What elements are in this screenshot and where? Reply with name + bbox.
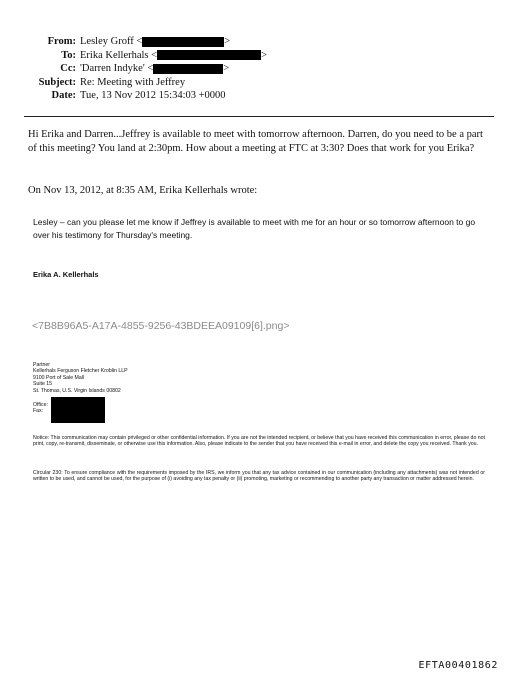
reply-message: Hi Erika and Darren...Jeffrey is available to meet with tomorrow afternoon. Darren, do you need to be a part of this meeting? You land at 2:30pm. How about a meeting at FTC at 3:30? Does that work for you Erika? bbox=[28, 129, 483, 154]
cc-text: 'Darren Indyke' < bbox=[80, 63, 154, 74]
redaction-block bbox=[157, 50, 261, 60]
from-value bbox=[80, 35, 230, 48]
cc-row bbox=[0, 62, 512, 76]
confidentiality-notice: Notice: This communication may contain privileged or other confidential information. If you are not the intended recipient, or believe that you have received this communication in error, please do not print, copy, re-transmit, disseminate, or otherwise use this information. Also, please indicate to the sender that you have received this e-mail in error, and delete the copy you received. Thank you. bbox=[33, 435, 485, 448]
signature-address bbox=[33, 362, 128, 394]
redaction-block bbox=[51, 397, 105, 423]
address-line: Kellerhals Ferguson Fletcher Kroblin LLP bbox=[33, 368, 128, 375]
address-line: Partner bbox=[33, 362, 51, 368]
from-close: > bbox=[224, 36, 231, 47]
office-label: Office: bbox=[33, 402, 48, 408]
email-header bbox=[0, 35, 512, 103]
quote-header: On Nov 13, 2012, at 8:35 AM, Erika Kellerhals wrote: bbox=[28, 185, 258, 196]
address-line: 9100 Port of Sale Mall bbox=[33, 374, 85, 381]
redaction-block bbox=[142, 37, 224, 47]
to-close: > bbox=[261, 49, 267, 61]
fax-label: Fax: bbox=[33, 408, 44, 415]
from-row bbox=[0, 35, 512, 49]
address-line: St. Thomas, U.S. Virgin Islands 00802 bbox=[33, 387, 121, 394]
date-row bbox=[0, 89, 512, 103]
circular-230-notice: Circular 230: To ensure compliance with the requirements imposed by the IRS, we inform you that any tax advice contained in our communication (including any attachments) was not intended or written to be used, and cannot be used, for the purpose of (i) avoiding any tax penalty or (ii) promoting, marketing or recommending to another party any transaction or matter addressed herein. bbox=[33, 470, 485, 483]
signature-name: Erika A. Kellerhals bbox=[33, 270, 99, 279]
to-row bbox=[0, 49, 512, 63]
subject-row bbox=[0, 76, 512, 90]
from-text: Lesley Groff < bbox=[80, 36, 143, 47]
document-id: EFTA00401862 bbox=[418, 660, 498, 671]
to-label: To: bbox=[61, 49, 76, 61]
to-text: Erika Kellerhals < bbox=[80, 49, 158, 61]
cc-value bbox=[80, 62, 229, 75]
subject-value: Re: Meeting with Jeffrey bbox=[80, 76, 186, 88]
header-divider bbox=[24, 116, 494, 117]
attachment-placeholder: <7B8B96A5-A17A-4855-9256-43BDEEA09109[6].png> bbox=[32, 320, 290, 332]
from-label: From: bbox=[47, 36, 76, 47]
subject-label: Subject: bbox=[38, 76, 76, 88]
cc-close: > bbox=[223, 63, 230, 74]
cc-label: Cc: bbox=[60, 63, 76, 74]
to-value bbox=[80, 49, 267, 62]
quoted-message: Lesley – can you please let me know if Jeffrey is available to meet with me for an hour or so tomorrow afternoon to go over his testimony for Thursday's meeting. bbox=[33, 217, 476, 240]
signature-contact bbox=[33, 402, 48, 415]
date-label: Date: bbox=[51, 90, 76, 101]
address-line: Suite 15 bbox=[33, 381, 53, 388]
redaction-block bbox=[153, 64, 223, 74]
date-value: Tue, 13 Nov 2012 15:34:03 +0000 bbox=[80, 90, 226, 101]
